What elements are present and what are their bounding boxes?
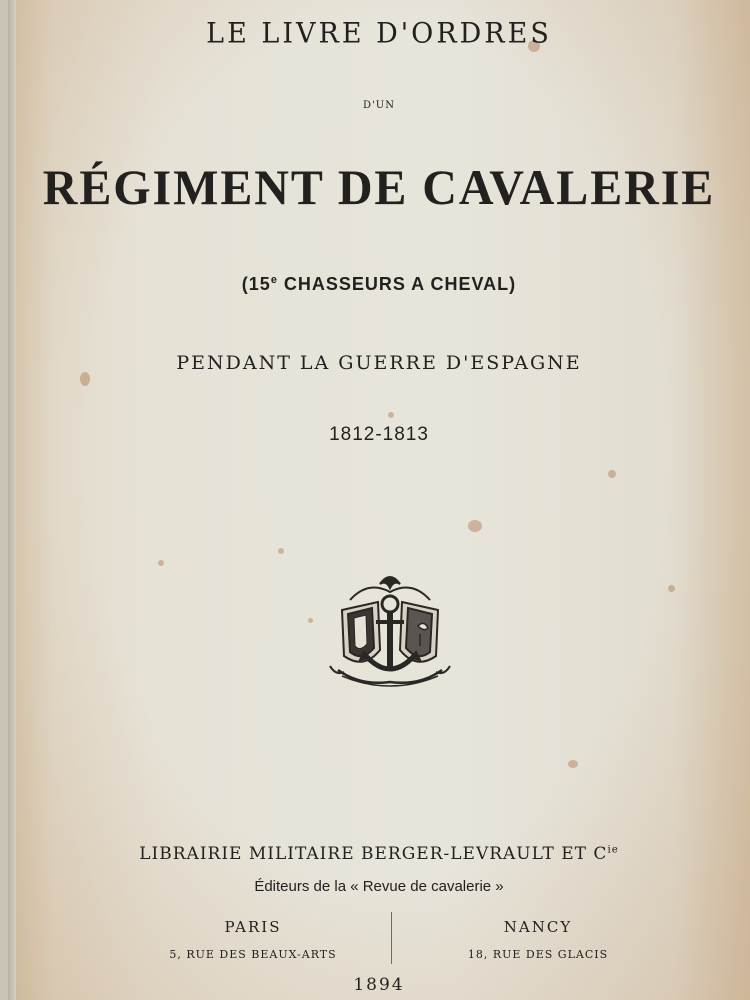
foxing-spot <box>388 412 394 418</box>
foxing-spot <box>278 548 284 554</box>
city-paris: PARIS <box>224 918 282 936</box>
foxing-spot <box>608 470 616 478</box>
regiment-subtitle: (15e CHASSEURS A CHEVAL) <box>241 274 517 294</box>
editors-line: Éditeurs de la « Revue de cavalerie » <box>254 878 504 895</box>
foxing-spot <box>468 520 482 532</box>
title-page <box>8 0 750 1000</box>
title-line-1: LE LIVRE D'ORDRES <box>206 17 552 50</box>
title-line-2: D'UN <box>363 100 395 111</box>
publisher-name: LIBRAIRIE MILITAIRE BERGER-LEVRAULT ET $C^{ie}$ <box>139 844 619 864</box>
main-title: RÉGIMENT DE CAVALERIE <box>42 159 716 215</box>
publisher-monogram-emblem <box>320 570 460 698</box>
date-range: 1812-1813 <box>329 424 429 445</box>
foxing-spot <box>668 585 675 592</box>
war-subtitle: PENDANT LA GUERRE D'ESPAGNE <box>176 352 582 374</box>
foxing-spot <box>308 618 313 623</box>
column-divider <box>391 912 392 964</box>
city-nancy: NANCY <box>503 918 573 936</box>
foxing-spot <box>80 372 90 386</box>
address-paris: 5, RUE DES BEAUX-ARTS <box>169 948 337 961</box>
foxing-spot <box>158 560 164 566</box>
publication-year: 1894 <box>353 975 405 995</box>
address-nancy: 18, RUE DES GLACIS <box>467 948 609 961</box>
foxing-spot <box>568 760 578 768</box>
